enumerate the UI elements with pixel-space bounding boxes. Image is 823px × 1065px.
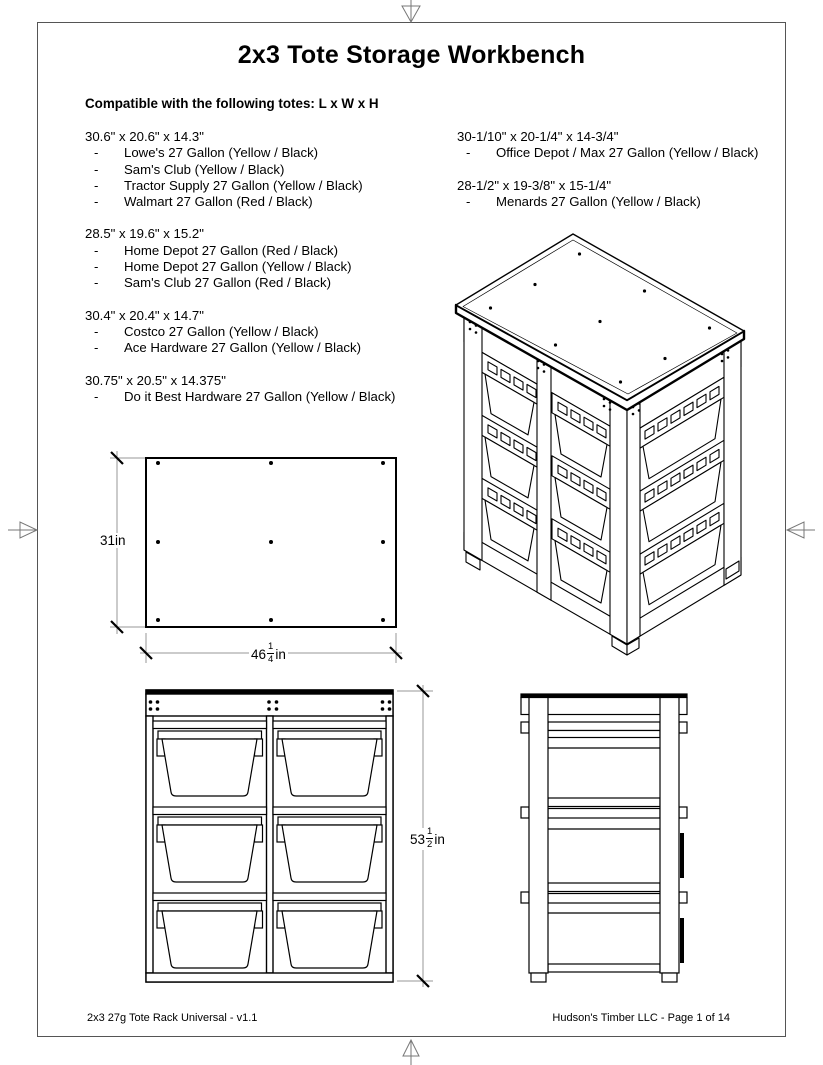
tote-item-label: Sam's Club (Yellow / Black) [124,161,285,177]
tote-item [85,259,395,275]
fraction-numerator: 1 [427,826,433,837]
bullet-dash: - [94,194,99,210]
registration-arrow-right [787,522,815,538]
tote-group [85,308,395,357]
tote-group [457,129,758,162]
isometric-view-drawing [456,234,744,655]
tote-item-label: Lowe's 27 Gallon (Yellow / Black) [124,145,319,161]
footer-company-page: Hudson's Timber LLC - Page 1 of 14 [552,1012,730,1024]
tote-item [85,243,395,259]
tote-item [85,145,395,161]
compat-heading: Compatible with the following totes: L x W x H [85,96,379,111]
tote-item [85,178,395,194]
bullet-dash: - [94,242,99,258]
dimension-whole: 46 [251,646,267,662]
tote-group [85,129,395,210]
tote-item [457,145,758,161]
tote-list-right-column [457,129,758,226]
dimension-fraction [426,827,433,849]
tote-item [457,194,758,210]
dimension-fraction [267,642,274,664]
tote-item [85,194,395,210]
tote-item-label: Costco 27 Gallon (Yellow / Black) [124,323,319,339]
bullet-dash: - [94,388,99,404]
tote-size: 30.4" x 20.4" x 14.7" [85,307,204,323]
tote-item [85,389,395,405]
dimension-whole: 53 [410,831,426,847]
side-view-rails [548,722,660,972]
bullet-dash: - [94,177,99,193]
dimension-unit: in [275,646,286,662]
bullet-dash: - [94,323,99,339]
top-view-width-label [249,643,288,665]
tote-group [85,226,395,291]
dimension-unit: in [434,831,445,847]
footer-document-version: 2x3 27g Tote Rack Universal - v1.1 [87,1012,258,1024]
tote-group [457,178,758,211]
tote-item [85,275,395,291]
tote-size: 30.6" x 20.6" x 14.3" [85,129,204,144]
tote-item [85,340,395,356]
side-view-drawing [521,694,687,982]
tote-item-label: Tractor Supply 27 Gallon (Yellow / Black) [124,177,363,193]
tote-size: 30-1/10" x 20-1/4" x 14-3/4" [457,129,619,144]
tote-item-label: Ace Hardware 27 Gallon (Yellow / Black) [124,340,361,356]
tote-item-label: Home Depot 27 Gallon (Red / Black) [124,242,339,258]
bullet-dash: - [94,145,99,161]
tote-size: 28.5" x 19.6" x 15.2" [85,226,204,242]
registration-arrow-top [402,0,420,22]
tote-size: 30.75" x 20.5" x 14.375" [85,372,226,388]
tote-item [85,162,395,178]
page-title: 2x3 Tote Storage Workbench [237,41,586,69]
front-view-height-label [408,828,447,850]
tote-item-label: Sam's Club 27 Gallon (Red / Black) [124,275,332,291]
bullet-dash: - [466,145,471,161]
top-view-drawing [110,451,402,663]
registration-arrow-left [8,522,37,538]
fraction-numerator: 1 [268,641,274,652]
tote-item-label: Do it Best Hardware 27 Gallon (Yellow / Black) [124,388,396,404]
bullet-dash: - [94,340,99,356]
bullet-dash: - [94,275,99,291]
fraction-denominator: 2 [427,838,433,850]
tote-item-label: Menards 27 Gallon (Yellow / Black) [496,193,701,209]
tote-item-label: Home Depot 27 Gallon (Yellow / Black) [124,259,352,275]
front-view-drawing [146,685,433,987]
tote-item-label: Walmart 27 Gallon (Red / Black) [124,194,313,210]
top-view-height-label [98,533,128,548]
bullet-dash: - [94,161,99,177]
tote-item [85,324,395,340]
dimension-text: 31in [100,533,126,548]
fraction-denominator: 4 [268,653,274,665]
tote-group [85,373,395,406]
tote-size: 28-1/2" x 19-3/8" x 15-1/4" [457,177,612,193]
tote-list-left-column [85,129,395,421]
side-view-legs [529,698,679,983]
bullet-dash: - [466,193,471,209]
registration-arrow-bottom [403,1040,419,1065]
tote-item-label: Office Depot / Max 27 Gallon (Yellow / Black) [496,145,759,161]
bullet-dash: - [94,259,99,275]
